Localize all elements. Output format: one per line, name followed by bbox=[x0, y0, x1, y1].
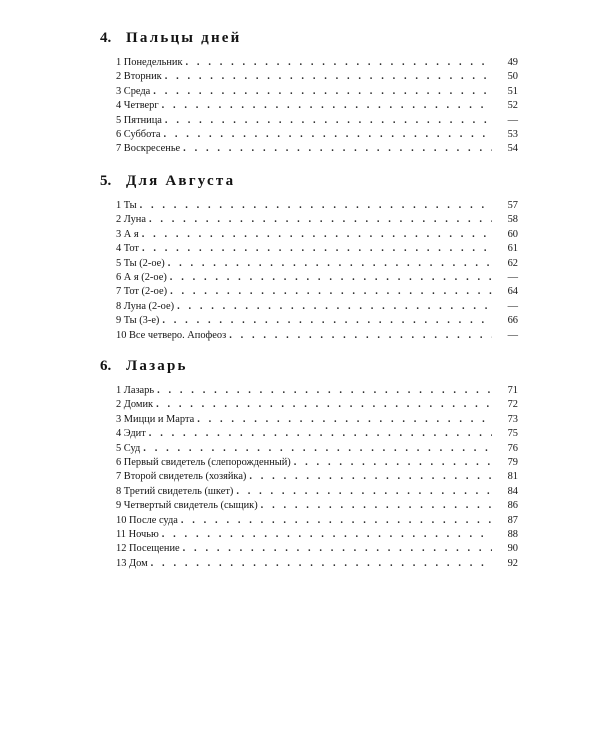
toc-entry[interactable] bbox=[116, 257, 518, 271]
entry-page-number: 50 bbox=[507, 71, 518, 83]
toc-entry[interactable] bbox=[116, 314, 518, 328]
entry-page-number: 61 bbox=[507, 243, 518, 255]
dot-leader bbox=[249, 470, 492, 484]
dot-leader bbox=[149, 427, 492, 441]
toc-entry[interactable] bbox=[116, 413, 518, 427]
toc-entry[interactable] bbox=[116, 470, 518, 484]
entry-page-number: 54 bbox=[507, 143, 518, 155]
dot-leader bbox=[162, 528, 492, 542]
entry-label: 2 Вторник bbox=[116, 71, 162, 83]
entry-page-number: — bbox=[507, 271, 518, 283]
entry-page-number: 87 bbox=[507, 514, 518, 526]
entry-label: 5 Ты (2-ое) bbox=[116, 257, 165, 269]
toc-section bbox=[100, 355, 520, 571]
entry-label: 12 Посещение bbox=[116, 543, 180, 555]
dot-leader bbox=[162, 314, 492, 328]
toc-entry[interactable] bbox=[116, 300, 518, 314]
entry-page-number: 64 bbox=[507, 286, 518, 298]
section-entries bbox=[116, 384, 518, 571]
section-heading bbox=[100, 170, 520, 192]
section-number: 6. bbox=[100, 358, 112, 374]
entry-page-number: 79 bbox=[507, 456, 518, 468]
section-heading bbox=[100, 355, 520, 377]
entry-label: 2 Луна bbox=[116, 214, 146, 226]
toc-entry[interactable] bbox=[116, 557, 518, 571]
entry-page-number: 51 bbox=[507, 85, 518, 97]
entry-page-number: 76 bbox=[507, 442, 518, 454]
toc-entry[interactable] bbox=[116, 99, 518, 113]
section-title: Для Августа bbox=[126, 173, 236, 189]
toc-entry[interactable] bbox=[116, 228, 518, 242]
toc-entry[interactable] bbox=[116, 142, 518, 156]
entry-label: 8 Третий свидетель (шкет) bbox=[116, 485, 234, 497]
entry-label: 7 Воскресенье bbox=[116, 143, 181, 155]
dot-leader bbox=[197, 413, 492, 427]
entry-page-number: 86 bbox=[507, 500, 518, 512]
entry-page-number: 52 bbox=[507, 100, 518, 112]
dot-leader bbox=[186, 56, 492, 70]
entry-label: 3 А я bbox=[116, 228, 139, 240]
toc-entry[interactable] bbox=[116, 384, 518, 398]
entry-label: 4 Эдит bbox=[116, 428, 146, 440]
toc-entry[interactable] bbox=[116, 56, 518, 70]
toc-section bbox=[100, 170, 520, 343]
section-number: 4. bbox=[100, 30, 112, 46]
toc-entry[interactable] bbox=[116, 485, 518, 499]
dot-leader bbox=[165, 114, 492, 128]
entry-page-number: 75 bbox=[507, 428, 518, 440]
entry-label: 1 Понедельник bbox=[116, 57, 183, 68]
entry-label: 10 После суда bbox=[116, 514, 178, 526]
entry-page-number: 53 bbox=[507, 128, 518, 140]
dot-leader bbox=[162, 99, 492, 113]
toc-entry[interactable] bbox=[116, 528, 518, 542]
toc-entry[interactable] bbox=[116, 213, 518, 227]
entry-page-number: 73 bbox=[507, 413, 518, 425]
entry-page-number: 49 bbox=[507, 57, 518, 68]
dot-leader bbox=[143, 442, 492, 456]
toc-entry[interactable] bbox=[116, 456, 518, 470]
dot-leader bbox=[236, 485, 492, 499]
entry-label: 13 Дом bbox=[116, 557, 148, 569]
entry-page-number: 84 bbox=[507, 485, 518, 497]
toc-entry[interactable] bbox=[116, 514, 518, 528]
section-entries bbox=[116, 56, 518, 157]
entry-label: 9 Ты (3-е) bbox=[116, 315, 160, 327]
entry-label: 1 Лазарь bbox=[116, 385, 155, 396]
entry-page-number: 71 bbox=[507, 385, 518, 396]
entry-label: 5 Пятница bbox=[116, 114, 162, 126]
toc-entry[interactable] bbox=[116, 85, 518, 99]
toc-entry[interactable] bbox=[116, 242, 518, 256]
section-title: Пальцы дней bbox=[126, 30, 242, 46]
entry-label: 11 Ночью bbox=[116, 528, 159, 540]
dot-leader bbox=[181, 514, 492, 528]
entry-page-number: 60 bbox=[507, 228, 518, 240]
dot-leader bbox=[229, 329, 492, 343]
entry-page-number: — bbox=[507, 300, 518, 312]
entry-label: 8 Луна (2-ое) bbox=[116, 300, 175, 312]
dot-leader bbox=[183, 542, 492, 556]
section-title: Лазарь bbox=[126, 358, 188, 374]
dot-leader bbox=[163, 128, 492, 142]
entry-label: 7 Второй свидетель (хозяйка) bbox=[116, 471, 247, 483]
toc-entry[interactable] bbox=[116, 398, 518, 412]
toc-entry[interactable] bbox=[116, 114, 518, 128]
entry-page-number: 66 bbox=[507, 315, 518, 327]
entry-label: 10 Все четверо. Апофеоз bbox=[116, 329, 227, 341]
entry-label: 1 Ты bbox=[116, 200, 137, 211]
toc-entry[interactable] bbox=[116, 542, 518, 556]
dot-leader bbox=[168, 257, 492, 271]
entry-label: 5 Суд bbox=[116, 442, 141, 454]
dot-leader bbox=[177, 300, 492, 314]
section-entries bbox=[116, 199, 518, 343]
section-heading bbox=[100, 27, 520, 49]
dot-leader bbox=[261, 499, 492, 513]
dot-leader bbox=[183, 142, 492, 156]
entry-label: 4 Тот bbox=[116, 243, 139, 255]
dot-leader bbox=[156, 398, 492, 412]
dot-leader bbox=[151, 557, 492, 571]
entry-label: 3 Среда bbox=[116, 85, 151, 97]
toc-entry[interactable] bbox=[116, 199, 518, 213]
entry-label: 2 Домик bbox=[116, 399, 154, 411]
entry-page-number: 90 bbox=[507, 543, 518, 555]
dot-leader bbox=[153, 85, 492, 99]
toc-entry[interactable] bbox=[116, 427, 518, 441]
toc-entry[interactable] bbox=[116, 285, 518, 299]
section-number: 5. bbox=[100, 173, 112, 189]
dot-leader bbox=[142, 242, 492, 256]
entry-label: 7 Тот (2-ое) bbox=[116, 286, 168, 298]
entry-label: 9 Четвертый свидетель (сыщик) bbox=[116, 500, 258, 512]
entry-page-number: — bbox=[507, 329, 518, 341]
toc-entry[interactable] bbox=[116, 128, 518, 142]
entry-page-number: 92 bbox=[507, 557, 518, 569]
entry-page-number: 88 bbox=[507, 528, 518, 540]
entry-page-number: 58 bbox=[507, 214, 518, 226]
dot-leader bbox=[170, 285, 492, 299]
entry-label: 6 Суббота bbox=[116, 128, 161, 140]
dot-leader bbox=[294, 456, 492, 470]
dot-leader bbox=[170, 271, 492, 285]
dot-leader bbox=[165, 70, 492, 84]
dot-leader bbox=[157, 384, 492, 398]
dot-leader bbox=[149, 213, 492, 227]
dot-leader bbox=[142, 228, 492, 242]
toc-entry[interactable] bbox=[116, 271, 518, 285]
entry-label: 4 Четверг bbox=[116, 100, 159, 112]
entry-page-number: 81 bbox=[507, 471, 518, 483]
toc-entry[interactable] bbox=[116, 499, 518, 513]
toc-section bbox=[100, 27, 520, 157]
entry-label: 6 А я (2-ое) bbox=[116, 271, 167, 283]
entry-label: 6 Первый свидетель (слепорожденный) bbox=[116, 456, 291, 468]
entry-page-number: 62 bbox=[507, 257, 518, 269]
toc-entry[interactable] bbox=[116, 442, 518, 456]
entry-label: 3 Мицци и Марта bbox=[116, 413, 195, 425]
entry-page-number: — bbox=[507, 114, 518, 126]
entry-page-number: 57 bbox=[507, 200, 518, 211]
dot-leader bbox=[140, 199, 492, 213]
toc-entry[interactable] bbox=[116, 329, 518, 343]
toc-entry[interactable] bbox=[116, 70, 518, 84]
entry-page-number: 72 bbox=[507, 399, 518, 411]
